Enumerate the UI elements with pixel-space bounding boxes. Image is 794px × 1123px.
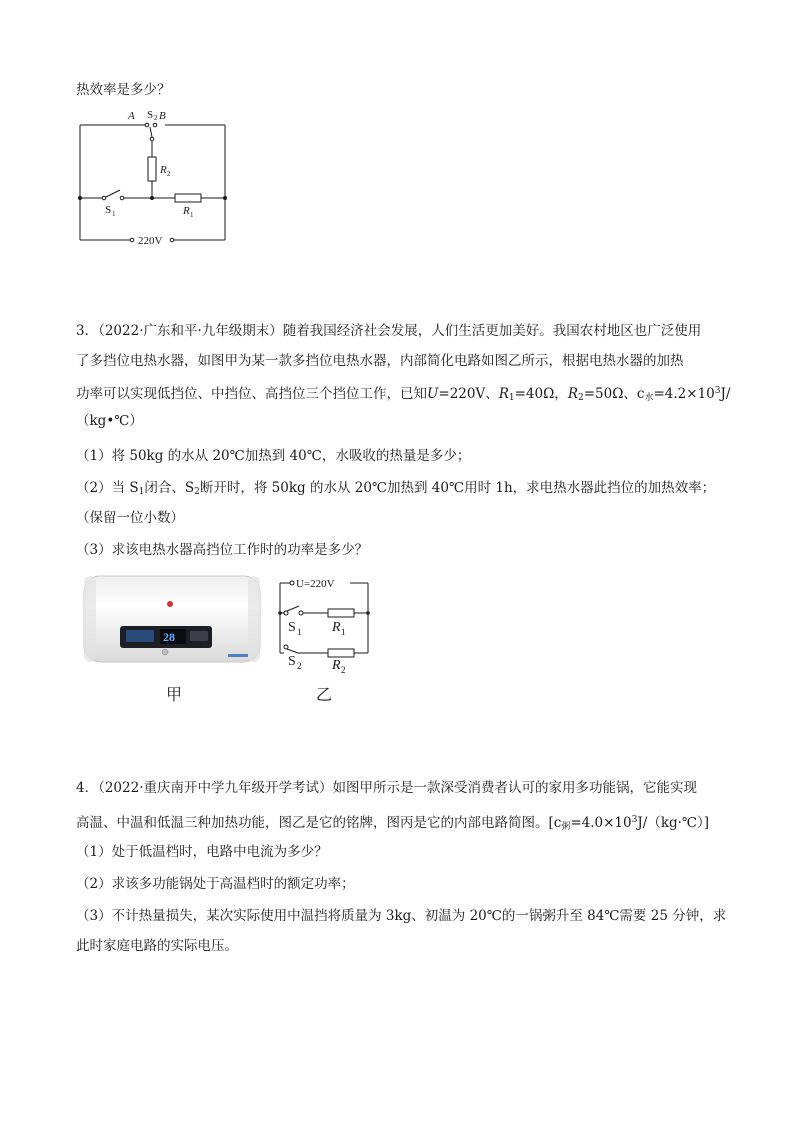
q3-line-4: （kg•℃） (76, 413, 143, 429)
label-r1-sub: 1 (190, 211, 194, 219)
symbol-r1: R (498, 386, 509, 402)
subscript: 2 (577, 393, 584, 403)
text-run: =220V、 (438, 386, 499, 402)
q3-sub-3: （3）求该电热水器高挡位工作时的功率是多少？ (76, 542, 369, 558)
text-run: =4.2×10 (653, 386, 715, 402)
q3-line-3 (76, 381, 730, 408)
q2-tail-text: 热效率是多少？ (76, 82, 171, 98)
text-run: J/（kg·℃）] (637, 815, 710, 831)
symbol-r2: R (567, 386, 578, 402)
superscript: 3 (714, 386, 721, 396)
q4-sub-3: （3）不计热量损失，某次实际使用中温挡将质量为 3kg、初温为 20℃的一锅粥升至 84℃需要 25 分钟，求 (76, 908, 727, 924)
q4-sub-3-cont: 此时家庭电路的实际电压。 (76, 938, 238, 954)
subscript: 2 (194, 487, 200, 497)
caption-jia: 甲 (166, 685, 183, 704)
q4-sub-2: （2）求该多功能锅处于高温档时的额定功率； (76, 876, 355, 892)
text-run: 功率可以实现低挡位、中挡位、高挡位三个挡位工作，已知 (76, 386, 427, 402)
circuit-r2-label: R (332, 658, 341, 673)
label-s1: S (105, 204, 112, 216)
q4-line-1: 4．（2022·重庆南开中学九年级开学考试）如图甲所示是一款深受消费者认可的家用多功能锅，它能实现 (76, 780, 697, 796)
text-run: （2）当 S (76, 480, 139, 496)
q4-sub-1: （1）处于低温档时，电路中电流为多少？ (76, 844, 328, 860)
subscript: 水 (644, 393, 654, 403)
label-r2-sub: 2 (167, 170, 171, 178)
q3-sub-2 (76, 478, 715, 502)
superscript: 3 (631, 815, 638, 825)
circuit-r1-label: R (332, 620, 341, 635)
q3-sub-2-note: （保留一位小数） (76, 510, 184, 526)
q3-sub-1: （1）将 50kg 的水从 20℃加热到 40℃，水吸收的热量是多少； (76, 448, 471, 464)
text-run: =40Ω， (514, 386, 568, 402)
brand-logo (167, 601, 173, 607)
label-s2-sub: 2 (154, 114, 158, 122)
circuit-voltage-label: U=220V (296, 578, 335, 590)
water-heater-image (82, 574, 264, 666)
q2-circuit-diagram (70, 105, 240, 250)
subscript: 1 (508, 393, 515, 403)
q4-line-2 (76, 810, 709, 837)
power-knob-icon (162, 649, 168, 655)
text-run: 断开时，将 50kg 的水从 20℃加热到 40℃用时 1h，求电热水器此挡位的加热效率； (199, 480, 716, 496)
label-r2: R (160, 164, 167, 176)
label-a: A (128, 110, 135, 122)
label-s1-sub: 1 (112, 210, 116, 218)
label-b: B (159, 110, 166, 122)
q3-circuit-diagram (274, 575, 374, 675)
circuit-r1-sub: 1 (341, 627, 346, 637)
q3-line-1: 3．（2022·广东和平·九年级期末）随着我国经济社会发展，人们生活更加美好。我国农村地区也广泛使用 (76, 323, 702, 339)
label-s2: S (147, 109, 154, 121)
subscript: 1 (138, 487, 145, 497)
text-run: 闭合、S (144, 480, 195, 496)
text-run: 高温、中温和低温三种加热功能，图乙是它的铭牌，图丙是它的内部电路简图。[c (76, 815, 562, 831)
subscript: 粥 (561, 822, 571, 832)
circuit-s2-sub: 2 (297, 661, 302, 671)
text-run: J/ (720, 386, 731, 402)
q3-line-2: 了多挡位电热水器，如图甲为某一款多挡位电热水器，内部简化电路如图乙所示，根据电热水器的加热 (76, 353, 684, 369)
circuit-s2-label: S (288, 654, 296, 669)
circuit-r2-sub: 2 (341, 665, 346, 675)
label-voltage: 220V (138, 235, 163, 247)
text-run: =4.0×10 (570, 815, 632, 831)
circuit-s1-label: S (288, 620, 296, 635)
heater-display: 28 (163, 630, 175, 644)
caption-yi: 乙 (316, 685, 333, 704)
circuit-s1-sub: 1 (297, 627, 302, 637)
symbol-u: U (427, 386, 439, 402)
text-run: =50Ω、c (583, 386, 645, 402)
label-r1: R (183, 205, 190, 217)
